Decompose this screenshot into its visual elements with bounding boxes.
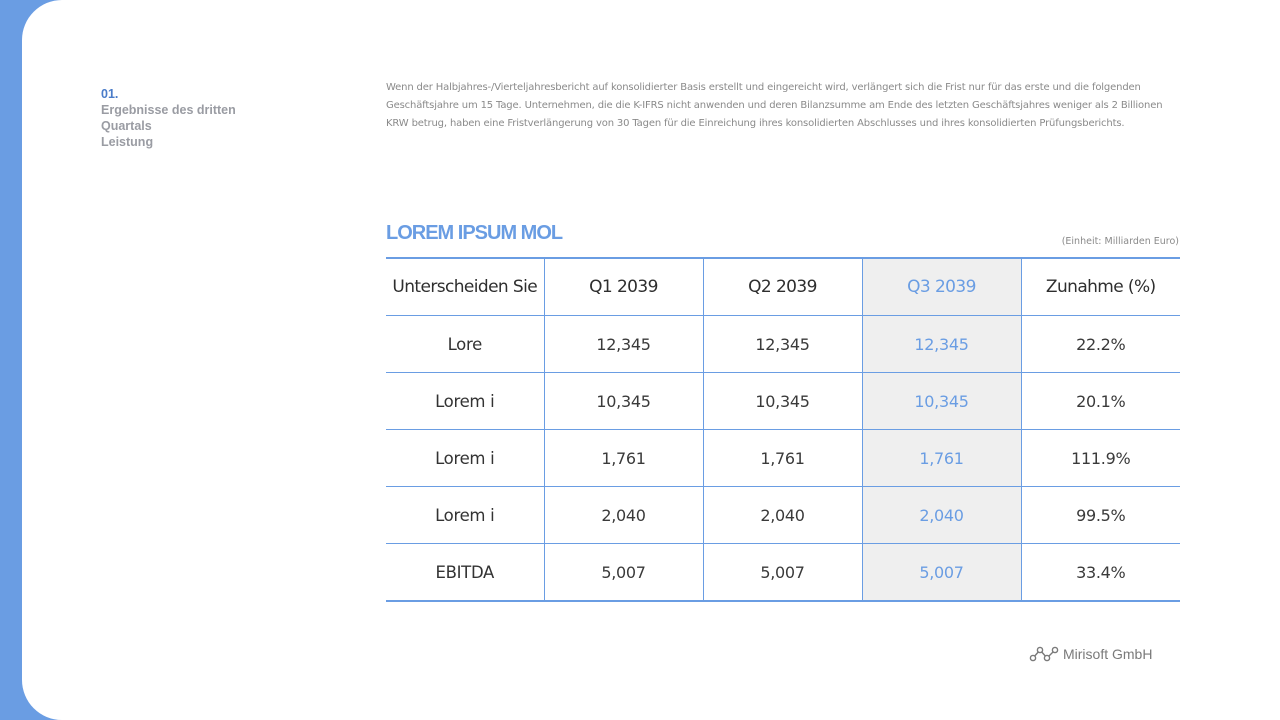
- cell-q3: 2,040: [862, 487, 1021, 544]
- section-label: [101, 86, 236, 150]
- cell-q2: 10,345: [703, 373, 862, 430]
- cell-q3: 5,007: [862, 544, 1021, 602]
- section-number: 01.: [101, 87, 119, 101]
- intro-paragraph: Wenn der Halbjahres-/Vierteljahresbericht auf konsolidierter Basis erstellt und eingereicht wird, verlängert sich die Frist nur für das erste und die folgenden Geschäftsjahre um 15 Tage. Unternehmen, die die K-IFRS nicht anwenden und deren Bilanzsumme am Ende des letzten Geschäftsjahres weniger als 2 Billionen KRW betrug, haben eine Fristverlängerung von 30 Tagen für die Einreichung ihres konsolidierten Abschlusses und ihres konsolidierten Prüfungsberichts.: [386, 82, 1163, 129]
- header-increase: Zunahme (%): [1021, 258, 1180, 316]
- brand-name: Mirisoft GmbH: [1063, 646, 1153, 662]
- row-label: Lore: [386, 316, 544, 373]
- table-row: [386, 316, 1180, 373]
- cell-q1: 5,007: [544, 544, 703, 602]
- cell-q3: 1,761: [862, 430, 1021, 487]
- section-title-line: Leistung: [101, 135, 154, 149]
- cell-q2: 2,040: [703, 487, 862, 544]
- table-title: LOREM IPSUM MOL: [386, 222, 563, 244]
- cell-q1: 1,761: [544, 430, 703, 487]
- cell-q1: 12,345: [544, 316, 703, 373]
- row-label: Lorem i: [386, 487, 544, 544]
- cell-q1: 10,345: [544, 373, 703, 430]
- cell-q3: 12,345: [862, 316, 1021, 373]
- cell-q2: 5,007: [703, 544, 862, 602]
- cell-q3: 10,345: [862, 373, 1021, 430]
- table-header-row: [386, 258, 1180, 316]
- unit-note: (Einheit: Milliarden Euro): [1061, 236, 1179, 247]
- results-table: [386, 257, 1180, 602]
- cell-increase: 20.1%: [1021, 373, 1180, 430]
- brand-logo: [1029, 645, 1152, 663]
- section-title-line: Ergebnisse des dritten: [101, 103, 236, 117]
- header-q3: Q3 2039: [862, 258, 1021, 316]
- header-category: Unterscheiden Sie: [386, 258, 544, 316]
- row-label: Lorem i: [386, 430, 544, 487]
- table-row: [386, 487, 1180, 544]
- cell-q2: 12,345: [703, 316, 862, 373]
- cell-q2: 1,761: [703, 430, 862, 487]
- row-label: Lorem i: [386, 373, 544, 430]
- cell-increase: 33.4%: [1021, 544, 1180, 602]
- header-q1: Q1 2039: [544, 258, 703, 316]
- cell-increase: 22.2%: [1021, 316, 1180, 373]
- header-q2: Q2 2039: [703, 258, 862, 316]
- table-row: [386, 544, 1180, 602]
- table-row: [386, 430, 1180, 487]
- cell-q1: 2,040: [544, 487, 703, 544]
- table-row: [386, 373, 1180, 430]
- row-label: EBITDA: [386, 544, 544, 602]
- cell-increase: 99.5%: [1021, 487, 1180, 544]
- cell-increase: 111.9%: [1021, 430, 1180, 487]
- section-title: [101, 102, 236, 150]
- line-chart-nodes-icon: [1029, 645, 1059, 663]
- section-title-line: Quartals: [101, 119, 152, 133]
